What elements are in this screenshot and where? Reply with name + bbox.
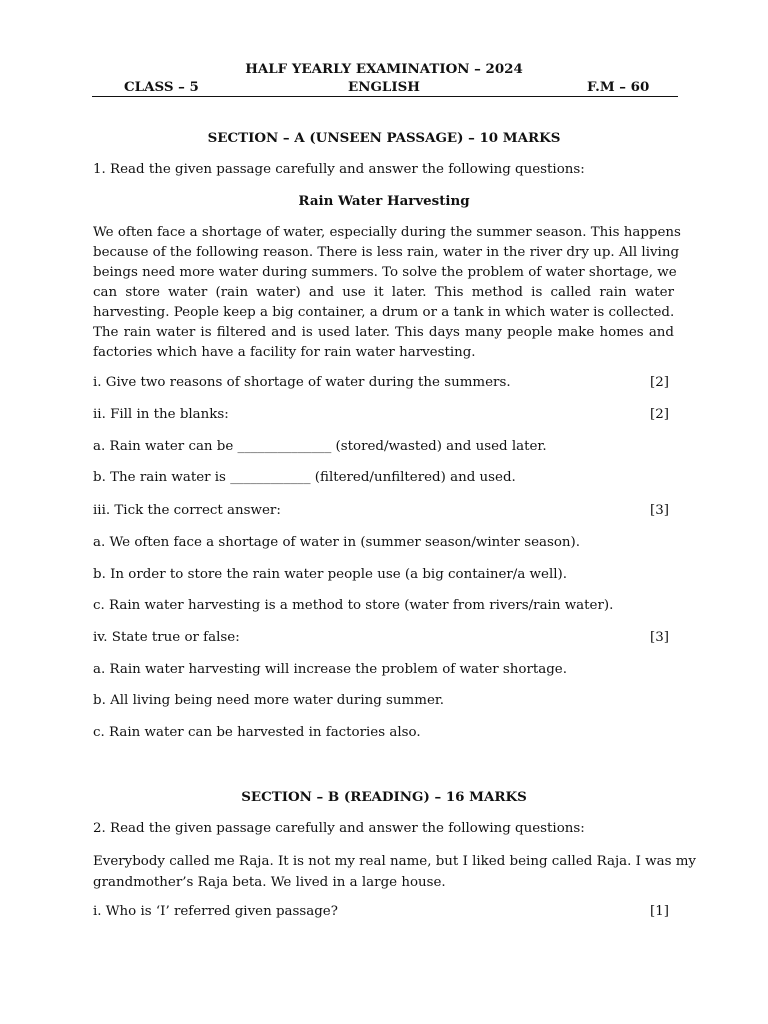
class-label: CLASS – 5 <box>124 79 199 95</box>
marks-a-2: [2] <box>650 407 669 422</box>
question-a-3b: b. In order to store the rain water people use (a big container/a well). <box>93 567 567 582</box>
question-a-2b: b. The rain water is ____________ (filtered/unfiltered) and used. <box>93 470 516 485</box>
marks-a-4: [3] <box>650 630 669 645</box>
passage-a <box>93 223 681 363</box>
section-b-heading: SECTION – B (READING) – 16 MARKS <box>241 789 527 805</box>
passage-b <box>93 851 696 893</box>
marks-a-1: [2] <box>650 375 669 390</box>
question-a-3c: c. Rain water harvesting is a method to store (water from rivers/rain water). <box>93 598 614 613</box>
question-a-3a: a. We often face a shortage of water in (summer season/winter season). <box>93 535 581 550</box>
full-marks-label: F.M – 60 <box>587 79 650 95</box>
marks-b-1: [1] <box>650 904 669 919</box>
passage-line: can store water (rain water) and use it later. This method is called rain water <box>93 285 674 300</box>
passage-line: grandmother’s Raja beta. We lived in a large house. <box>93 875 446 890</box>
question-a-1: i. Give two reasons of shortage of water during the summers. <box>93 375 511 390</box>
question-a-2a: a. Rain water can be ______________ (stored/wasted) and used later. <box>93 439 547 454</box>
question-a-3: iii. Tick the correct answer: <box>93 503 281 518</box>
question-a-4c: c. Rain water can be harvested in factories also. <box>93 725 421 740</box>
subject-label: ENGLISH <box>348 79 420 95</box>
question-a-4a: a. Rain water harvesting will increase the problem of water shortage. <box>93 662 567 677</box>
question-a-2: ii. Fill in the blanks: <box>93 407 229 422</box>
exam-title: HALF YEARLY EXAMINATION – 2024 <box>245 61 523 77</box>
passage-line: Everybody called me Raja. It is not my real name, but I liked being called Raja. I was my <box>93 854 696 869</box>
passage-line: The rain water is filtered and is used later. This days many people make homes and <box>93 325 674 340</box>
question-b-1: i. Who is ‘I’ referred given passage? <box>93 904 338 919</box>
passage-line: harvesting. People keep a big container, a drum or a tank in which water is collected. <box>93 305 675 320</box>
passage-line: because of the following reason. There is less rain, water in the river dry up. All living <box>93 245 680 260</box>
passage-line: factories which have a facility for rain water harvesting. <box>93 345 476 360</box>
passage-line: We often face a shortage of water, especially during the summer season. This happens <box>93 225 681 240</box>
header-divider <box>92 96 678 97</box>
passage-title: Rain Water Harvesting <box>298 193 470 209</box>
passage-line: beings need more water during summers. To solve the problem of water shortage, we <box>93 265 677 280</box>
question-a-4: iv. State true or false: <box>93 630 240 645</box>
section-a-instruction: 1. Read the given passage carefully and answer the following questions: <box>93 162 585 177</box>
marks-a-3: [3] <box>650 503 669 518</box>
question-a-4b: b. All living being need more water during summer. <box>93 693 445 708</box>
section-a-heading: SECTION – A (UNSEEN PASSAGE) – 10 MARKS <box>207 130 561 146</box>
section-b-instruction: 2. Read the given passage carefully and answer the following questions: <box>93 821 585 836</box>
